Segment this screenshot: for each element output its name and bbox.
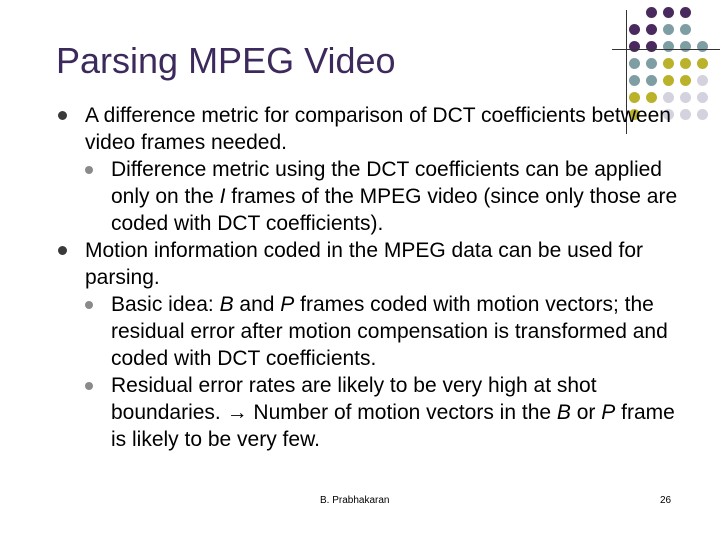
sub-bullet-text: Basic idea: xyxy=(111,293,220,316)
bullet-text: A difference metric for comparison of DCT coefficients between video frames needed. xyxy=(85,104,671,154)
bullet-item xyxy=(58,237,680,291)
sub-bullet-item xyxy=(85,372,680,453)
decorative-dot xyxy=(697,41,708,52)
decorative-dot xyxy=(646,75,657,86)
decorative-dot xyxy=(646,58,657,69)
bullet-icon xyxy=(58,111,67,120)
sub-bullet-text: frame is likely to be very few. xyxy=(111,401,675,451)
sub-bullet-text: frames coded with motion vectors; the residual error after motion compensation is transformed and coded with DCT coefficients. xyxy=(111,293,668,370)
decorative-dot xyxy=(697,75,708,86)
frame-type-letter: I xyxy=(219,185,226,208)
bullet-text: Motion information coded in the MPEG data can be used for parsing. xyxy=(85,239,643,289)
bullet-icon xyxy=(58,246,67,255)
decorative-dot xyxy=(680,58,691,69)
decorative-dot xyxy=(629,58,640,69)
decorative-dot xyxy=(680,24,691,35)
decorative-dot xyxy=(646,24,657,35)
decorative-dot xyxy=(629,41,640,52)
decorative-dot xyxy=(663,75,674,86)
decorative-dot xyxy=(663,24,674,35)
decorative-dot xyxy=(680,41,691,52)
frame-type-letter: B xyxy=(219,293,234,316)
decorative-dot xyxy=(646,7,657,18)
arrow-right-icon: → xyxy=(226,401,248,424)
sub-bullet-item xyxy=(85,156,680,237)
sub-bullet-text: or xyxy=(570,401,602,424)
decorative-dot xyxy=(697,92,708,103)
decorative-dot xyxy=(663,7,674,18)
page-number: 26 xyxy=(660,495,672,506)
sub-bullet-text: Residual error rates are likely to be very high at shot boundaries. xyxy=(111,374,597,424)
sub-bullet-icon xyxy=(85,382,93,390)
decorative-dot xyxy=(680,7,691,18)
decorative-dot xyxy=(680,75,691,86)
frame-type-letter: P xyxy=(601,401,616,424)
decorative-dot xyxy=(663,58,674,69)
frame-type-letter: B xyxy=(556,401,571,424)
footer-author: B. Prabhakaran xyxy=(320,495,390,506)
decorative-dot xyxy=(697,58,708,69)
sub-bullet-text: frames of the MPEG video (since only those are coded with DCT coefficients). xyxy=(111,185,678,235)
decorative-dot xyxy=(680,109,691,120)
decorative-dot xyxy=(629,75,640,86)
sub-bullet-icon xyxy=(85,301,93,309)
decorative-dot xyxy=(629,24,640,35)
sub-bullet-item xyxy=(85,291,680,372)
sub-bullet-text: Number of motion vectors in the xyxy=(247,401,557,424)
sub-bullet-text: Difference metric using the DCT coefficients can be applied only on the xyxy=(111,158,662,208)
decorative-dot xyxy=(697,109,708,120)
sub-bullet-icon xyxy=(85,166,93,174)
decorative-dot xyxy=(680,92,691,103)
decorative-dot xyxy=(646,41,657,52)
bullet-item xyxy=(58,102,680,156)
decorative-horizontal-line xyxy=(612,49,720,50)
sub-bullet-text: and xyxy=(233,293,281,316)
frame-type-letter: P xyxy=(280,293,295,316)
slide-title: Parsing MPEG Video xyxy=(56,40,396,81)
decorative-dot xyxy=(663,41,674,52)
slide-body xyxy=(58,102,680,453)
